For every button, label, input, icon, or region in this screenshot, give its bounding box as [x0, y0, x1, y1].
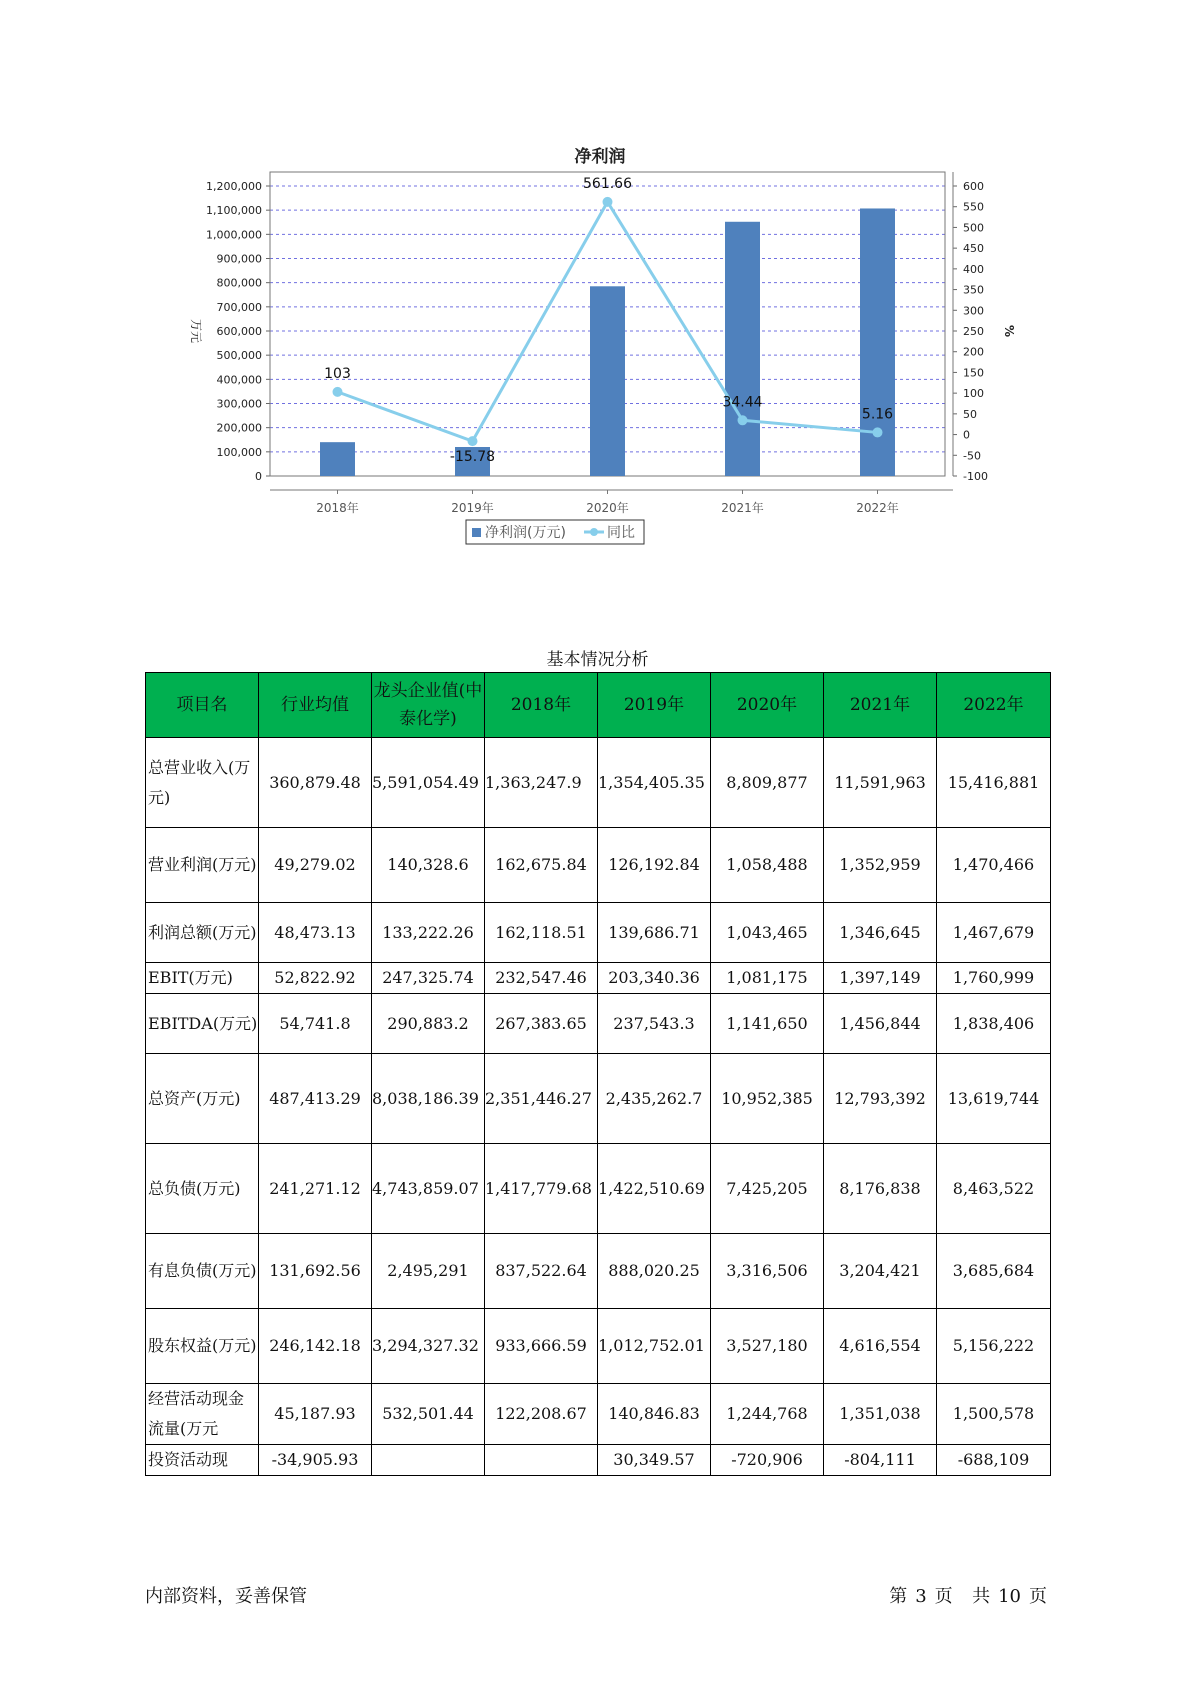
page-unit: 页 [934, 1586, 953, 1607]
row-label: 营业利润(万元) [146, 828, 259, 903]
y2-tick-label: 0 [963, 428, 970, 442]
table-cell: 12,793,392 [824, 1054, 937, 1144]
y-tick-label: 0 [255, 470, 262, 483]
footer-page-number [885, 1582, 1051, 1608]
table-cell: 49,279.02 [259, 828, 372, 903]
row-label: 总营业收入(万元) [146, 738, 259, 828]
y2-axis-label: % [1002, 324, 1016, 338]
row-label: 投资活动现 [146, 1445, 259, 1476]
yoy-point [333, 387, 343, 397]
y2-tick-label: 50 [963, 407, 977, 421]
yoy-point [603, 197, 613, 207]
table-cell: 241,271.12 [259, 1144, 372, 1234]
table-cell: 2,495,291 [372, 1234, 485, 1309]
y-tick-label: 200,000 [216, 421, 262, 435]
row-label: 利润总额(万元) [146, 903, 259, 963]
table-cell: 1,352,959 [824, 828, 937, 903]
header-2018: 2018年 [485, 673, 598, 738]
y2-tick-label: 600 [963, 180, 984, 193]
table-cell: 48,473.13 [259, 903, 372, 963]
x-tick-label: 2018年 [316, 501, 359, 515]
table-cell: 247,325.74 [372, 963, 485, 994]
table-row [146, 1384, 1051, 1445]
table-cell: 1,397,149 [824, 963, 937, 994]
table-cell: 1,467,679 [937, 903, 1051, 963]
table-cell: 1,244,768 [711, 1384, 824, 1445]
table-cell: -720,906 [711, 1445, 824, 1476]
table-cell [485, 1445, 598, 1476]
table-cell: 1,043,465 [711, 903, 824, 963]
table-cell: 1,500,578 [937, 1384, 1051, 1445]
y-axis-label: 万元 [189, 318, 203, 344]
table-cell: 11,591,963 [824, 738, 937, 828]
y-tick-label: 600,000 [216, 325, 262, 338]
yoy-data-label: 34.44 [722, 394, 763, 411]
table-cell: 1,058,488 [711, 828, 824, 903]
y-tick-label: 400,000 [216, 373, 262, 387]
row-label: 经营活动现金流量(万元 [146, 1384, 259, 1445]
row-label: EBIT(万元) [146, 963, 259, 994]
table-cell: 532,501.44 [372, 1384, 485, 1445]
row-label: 股东权益(万元) [146, 1309, 259, 1384]
y2-tick-label: 450 [963, 242, 984, 256]
header-industry-avg: 行业均值 [259, 673, 372, 738]
table-cell: 139,686.71 [598, 903, 711, 963]
table-cell: 7,425,205 [711, 1144, 824, 1234]
header-2022: 2022年 [937, 673, 1051, 738]
y2-tick-label: 250 [963, 325, 984, 338]
header-item-name: 项目名 [146, 673, 259, 738]
table-cell: 3,294,327.32 [372, 1309, 485, 1384]
table-cell: 8,809,877 [711, 738, 824, 828]
table-row [146, 963, 1051, 994]
table-cell: 1,417,779.68 [485, 1144, 598, 1234]
table-header-row [146, 673, 1051, 738]
table-cell: 45,187.93 [259, 1384, 372, 1445]
table-cell: 1,351,038 [824, 1384, 937, 1445]
net-profit-chart [140, 130, 1060, 600]
header-2021: 2021年 [824, 673, 937, 738]
y2-tick-label: 150 [963, 366, 984, 380]
table-cell: 2,351,446.27 [485, 1054, 598, 1144]
table-row [146, 994, 1051, 1054]
y-tick-label: 700,000 [216, 300, 262, 314]
table-title: 基本情况分析 [546, 650, 649, 670]
y2-tick-label: 350 [963, 283, 984, 297]
row-label: 总负债(万元) [146, 1144, 259, 1234]
legend-bar-label: 净利润(万元) [485, 525, 566, 541]
table-cell: 3,316,506 [711, 1234, 824, 1309]
table-cell: 13,619,744 [937, 1054, 1051, 1144]
yoy-point [738, 415, 748, 425]
page-total-prefix: 共 [972, 1586, 991, 1607]
chart-title: 净利润 [574, 147, 626, 167]
x-tick-label: 2020年 [586, 501, 629, 515]
header-leader-value: 龙头企业值(中泰化学) [372, 673, 485, 738]
table-cell: 162,675.84 [485, 828, 598, 903]
table-row [146, 1054, 1051, 1144]
table-cell: 162,118.51 [485, 903, 598, 963]
table-cell: 1,456,844 [824, 994, 937, 1054]
table-cell: 3,527,180 [711, 1309, 824, 1384]
table-cell: 360,879.48 [259, 738, 372, 828]
table-cell: 5,156,222 [937, 1309, 1051, 1384]
footer-confidential: 内部资料，妥善保管 [145, 1586, 307, 1607]
bar [725, 222, 760, 476]
page-total-unit: 页 [1029, 1586, 1047, 1607]
y2-tick-label: -50 [963, 449, 981, 463]
table-cell: -804,111 [824, 1445, 937, 1476]
table-cell: 3,204,421 [824, 1234, 937, 1309]
table-cell: 1,346,645 [824, 903, 937, 963]
table-cell: 4,616,554 [824, 1309, 937, 1384]
table-cell: 246,142.18 [259, 1309, 372, 1384]
table-cell: 133,222.26 [372, 903, 485, 963]
table-cell: 1,470,466 [937, 828, 1051, 903]
y2-tick-label: 100 [963, 387, 984, 401]
table-cell: 3,685,684 [937, 1234, 1051, 1309]
y2-tick-label: 550 [963, 200, 984, 214]
table-cell: 122,208.67 [485, 1384, 598, 1445]
yoy-point [468, 436, 478, 446]
header-2019: 2019年 [598, 673, 711, 738]
page-current: 3 [915, 1586, 927, 1607]
table-cell: 888,020.25 [598, 1234, 711, 1309]
table-cell: 933,666.59 [485, 1309, 598, 1384]
table-cell: 290,883.2 [372, 994, 485, 1054]
table-cell: 54,741.8 [259, 994, 372, 1054]
legend-line-label: 同比 [607, 525, 635, 541]
row-label: 有息负债(万元) [146, 1234, 259, 1309]
table-cell: 1,081,175 [711, 963, 824, 994]
y2-tick-label: 400 [963, 262, 984, 276]
table-cell: 837,522.64 [485, 1234, 598, 1309]
table-cell: 1,141,650 [711, 994, 824, 1054]
table-cell: 2,435,262.7 [598, 1054, 711, 1144]
table-row [146, 1234, 1051, 1309]
y-tick-label: 900,000 [216, 252, 262, 266]
table-row [146, 738, 1051, 828]
y-tick-label: 1,100,000 [206, 204, 262, 218]
yoy-data-label: 561.66 [583, 175, 632, 192]
y2-tick-label: 200 [963, 345, 984, 359]
bar [320, 442, 355, 476]
table-cell: 5,591,054.49 [372, 738, 485, 828]
table-cell [372, 1445, 485, 1476]
yoy-data-label: 5.16 [861, 406, 894, 423]
x-tick-label: 2022年 [856, 501, 899, 515]
row-label: EBITDA(万元) [146, 994, 259, 1054]
basic-analysis-table [145, 672, 1051, 1476]
table-cell: -688,109 [937, 1445, 1051, 1476]
yoy-data-label: -15.78 [449, 449, 496, 466]
page-total: 10 [998, 1586, 1021, 1607]
row-label: 总资产(万元) [146, 1054, 259, 1144]
table-cell: 1,354,405.35 [598, 738, 711, 828]
bar [590, 286, 625, 476]
table-cell: 1,363,247.9 [485, 738, 598, 828]
table-cell: 15,416,881 [937, 738, 1051, 828]
table-cell: 8,176,838 [824, 1144, 937, 1234]
chart-svg [140, 130, 1060, 600]
table-cell: 1,012,752.01 [598, 1309, 711, 1384]
y-tick-label: 1,200,000 [206, 180, 262, 193]
header-2020: 2020年 [711, 673, 824, 738]
x-tick-label: 2021年 [721, 501, 764, 515]
table-cell: -34,905.93 [259, 1445, 372, 1476]
table-cell: 1,838,406 [937, 994, 1051, 1054]
table-cell: 487,413.29 [259, 1054, 372, 1144]
table-cell: 52,822.92 [259, 963, 372, 994]
table-cell: 30,349.57 [598, 1445, 711, 1476]
legend-line-marker [590, 528, 598, 536]
table-cell: 4,743,859.07 [372, 1144, 485, 1234]
table-cell: 140,846.83 [598, 1384, 711, 1445]
y2-tick-label: -100 [963, 470, 988, 483]
table-row [146, 903, 1051, 963]
y2-tick-label: 500 [963, 221, 984, 235]
table-cell: 203,340.36 [598, 963, 711, 994]
table-cell: 10,952,385 [711, 1054, 824, 1144]
yoy-point [873, 427, 883, 437]
table-row [146, 1144, 1051, 1234]
table-cell: 126,192.84 [598, 828, 711, 903]
y-tick-label: 800,000 [216, 276, 262, 290]
table-cell: 232,547.46 [485, 963, 598, 994]
table-cell: 237,543.3 [598, 994, 711, 1054]
page-prefix: 第 [889, 1586, 908, 1607]
table-row [146, 1309, 1051, 1384]
yoy-data-label: 103 [324, 365, 351, 382]
table-row [146, 828, 1051, 903]
table-cell: 8,038,186.39 [372, 1054, 485, 1144]
table-cell: 131,692.56 [259, 1234, 372, 1309]
y-tick-label: 300,000 [216, 397, 262, 411]
y-tick-label: 1,000,000 [206, 228, 262, 242]
x-tick-label: 2019年 [451, 501, 494, 515]
legend-bar-swatch [472, 528, 481, 537]
y-tick-label: 500,000 [216, 349, 262, 363]
table-cell: 140,328.6 [372, 828, 485, 903]
table-cell: 1,422,510.69 [598, 1144, 711, 1234]
y-tick-label: 100,000 [216, 445, 262, 459]
table-cell: 1,760,999 [937, 963, 1051, 994]
table-cell: 267,383.65 [485, 994, 598, 1054]
table-cell: 8,463,522 [937, 1144, 1051, 1234]
table-row [146, 1445, 1051, 1476]
y2-tick-label: 300 [963, 304, 984, 318]
